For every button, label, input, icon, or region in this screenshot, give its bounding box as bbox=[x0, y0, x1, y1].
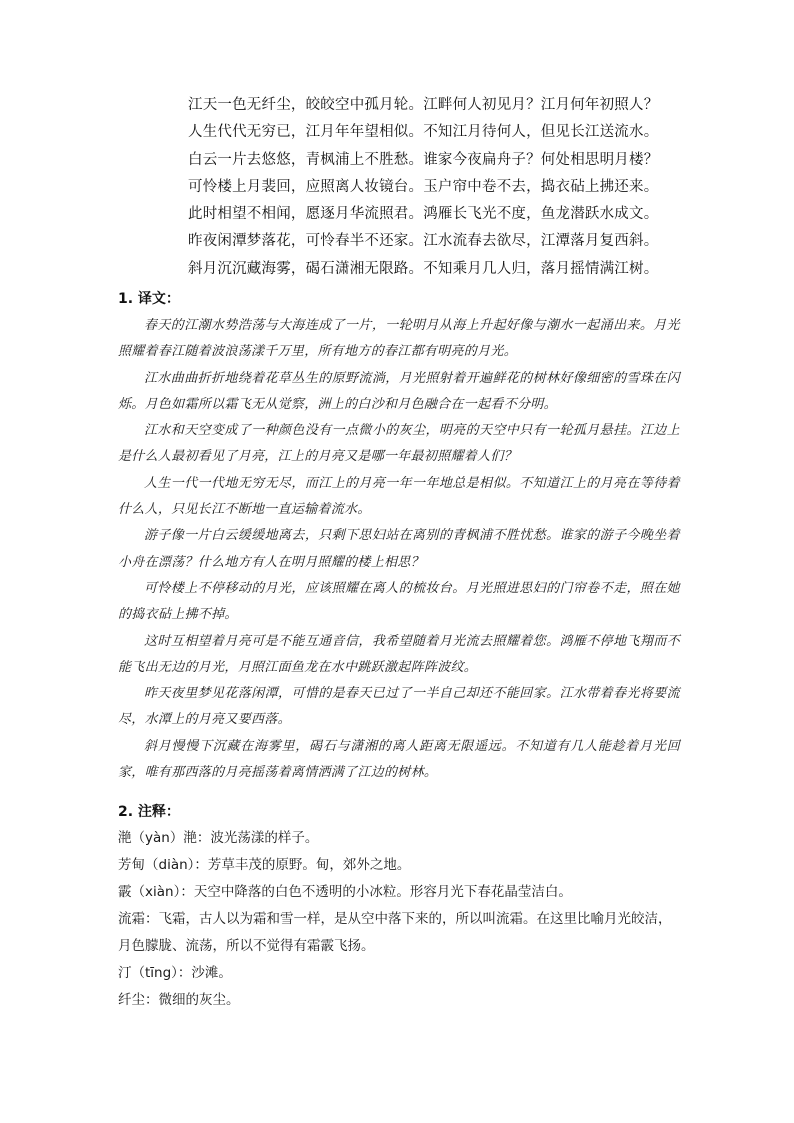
translation-paragraph: 昨天夜里梦见花落闲潭，可惜的是春天已过了一半自己却还不能回家。江水带着春光将要流尽，水潭上的月亮又要西落。 bbox=[118, 686, 680, 728]
translation-paragraph: 这时互相望着月亮可是不能互通音信，我希望随着月光流去照耀着您。鸿雁不停地飞翔而不能飞出无边的月光，月照江面鱼龙在水中跳跃激起阵阵波纹。 bbox=[118, 633, 680, 675]
translation-body bbox=[118, 313, 680, 786]
note-item: 流霜：飞霜，古人以为霜和雪一样，是从空中落下来的，所以叫流霜。在这里比喻月光皎洁，月色朦胧、流荡，所以不觉得有霜霰飞扬。 bbox=[118, 911, 672, 954]
notes-body bbox=[118, 825, 680, 1014]
translation-heading: 1. 译文： bbox=[118, 291, 180, 307]
translation-paragraph: 游子像一片白云缓缓地离去，只剩下思妇站在离别的青枫浦不胜忧愁。谁家的游子今晚坐着小舟在漂荡？什么地方有人在明月照耀的楼上相思？ bbox=[118, 528, 680, 570]
translation-paragraph: 春天的江潮水势浩荡与大海连成了一片，一轮明月从海上升起好像与潮水一起涌出来。月光照耀着春江随着波浪荡漾千万里，所有地方的春江都有明亮的月光。 bbox=[118, 318, 680, 360]
poem-block bbox=[188, 92, 659, 283]
note-item: 芳甸（diàn）：芳草丰茂的原野。甸，郊外之地。 bbox=[118, 857, 411, 873]
note-item: 霰（xiàn）：天空中降落的白色不透明的小冰粒。形容月光下春花晶莹洁白。 bbox=[118, 884, 572, 900]
poem-line: 人生代代无穷已，江月年年望相似。不知江月待何人，但见长江送流水。 bbox=[188, 124, 659, 141]
poem-line: 此时相望不相闻，愿逐月华流照君。鸿雁长飞光不度，鱼龙潜跃水成文。 bbox=[188, 206, 659, 223]
note-item: 汀（tīng）：沙滩。 bbox=[118, 965, 232, 981]
poem-line: 斜月沉沉藏海雾，碣石潇湘无限路。不知乘月几人归，落月摇情满江树。 bbox=[188, 260, 659, 277]
translation-paragraph: 斜月慢慢下沉藏在海雾里，碣石与潇湘的离人距离无限遥远。不知道有几人能趁着月光回家，唯有那西落的月亮摇荡着离情洒满了江边的树林。 bbox=[118, 738, 680, 781]
translation-paragraph: 江水曲曲折折地绕着花草丛生的原野流淌，月光照射着开遍鲜花的树林好像细密的雪珠在闪烁。月色如霜所以霜飞无从觉察，洲上的白沙和月色融合在一起看不分明。 bbox=[118, 370, 680, 412]
poem-line: 昨夜闲潭梦落花，可怜春半不还家。江水流春去欲尽，江潭落月复西斜。 bbox=[188, 233, 659, 250]
poem-line: 白云一片去悠悠，青枫浦上不胜愁。谁家今夜扁舟子？何处相思明月楼？ bbox=[188, 151, 659, 168]
translation-paragraph: 人生一代一代地无穷无尽，而江上的月亮一年一年地总是相似。不知道江上的月亮在等待着什么人，只见长江不断地一直运输着流水。 bbox=[118, 475, 680, 518]
notes-heading: 2. 注释： bbox=[118, 804, 180, 820]
poem-line: 江天一色无纤尘，皎皎空中孤月轮。江畔何人初见月？江月何年初照人？ bbox=[188, 97, 659, 113]
translation-paragraph: 江水和天空变成了一种颜色没有一点微小的灰尘，明亮的天空中只有一轮孤月悬挂。江边上是什么人最初看见了月亮，江上的月亮又是哪一年最初照耀着人们？ bbox=[118, 423, 680, 465]
note-item: 纤尘：微细的灰尘。 bbox=[118, 992, 240, 1008]
note-item: 滟（yàn）滟：波光荡漾的样子。 bbox=[118, 830, 319, 846]
translation-paragraph: 可怜楼上不停移动的月光，应该照耀在离人的梳妆台。月光照进思妇的门帘卷不走，照在她的捣衣砧上拂不掉。 bbox=[118, 580, 680, 623]
poem-line: 可怜楼上月裴回，应照离人妆镜台。玉户帘中卷不去，捣衣砧上拂还来。 bbox=[188, 178, 659, 195]
